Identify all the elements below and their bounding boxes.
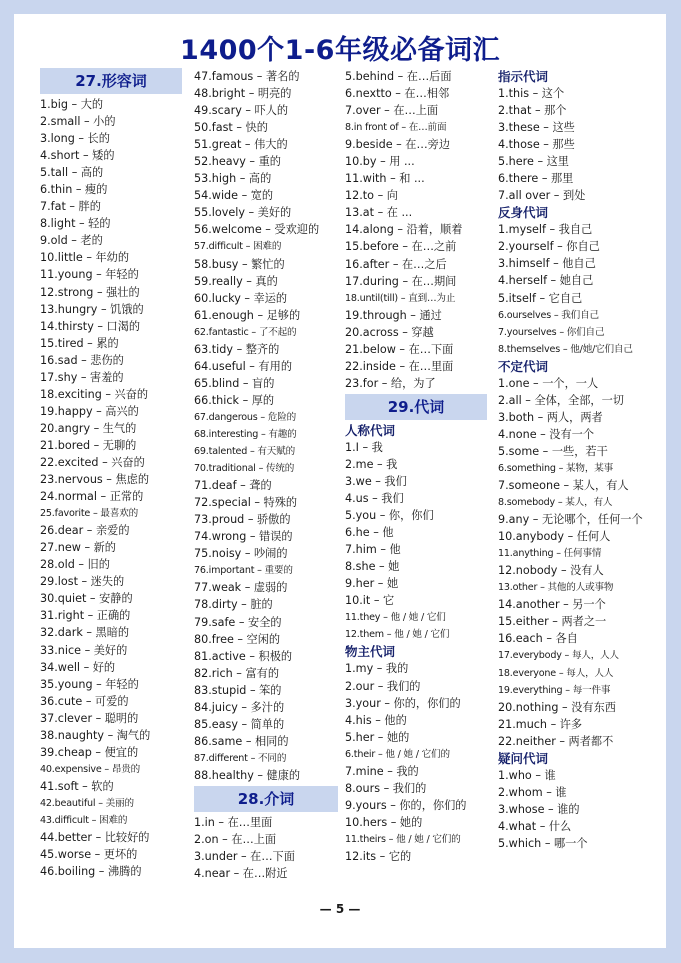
vocab-item: 11.anything – 任何事情 — [498, 548, 602, 560]
vocab-item: 27.new – 新的 — [40, 541, 116, 555]
vocab-item: 80.free – 空闲的 — [194, 632, 281, 646]
vocab-item: 13.other – 其他的人或事物 — [498, 582, 614, 594]
vocab-item: 25.favorite – 最喜欢的 — [40, 508, 139, 520]
vocab-item: 14.thirsty – 口渴的 — [40, 319, 141, 333]
vocab-item: 9.her – 她 — [345, 577, 399, 591]
vocab-item: 3.your – 你的，你们的 — [345, 696, 461, 710]
vocab-item: 5.tall – 高的 — [40, 166, 104, 180]
page-title: 1400个1-6年级必备词汇 — [180, 35, 500, 66]
column-3 — [345, 68, 495, 865]
vocab-item: 62.fantastic – 了不起的 — [194, 326, 297, 338]
vocab-item: 70.traditional – 传统的 — [194, 463, 295, 475]
vocab-item: 16.after – 在…之后 — [345, 257, 447, 271]
vocab-item: 47.famous – 著名的 — [194, 70, 300, 83]
subheading-reflexive-pronouns: 反身代词 — [498, 205, 549, 221]
subheading-indefinite-pronouns: 不定代词 — [498, 358, 549, 374]
vocab-item: 49.scary – 吓人的 — [194, 104, 289, 118]
vocab-item: 12.its – 它的 — [345, 849, 412, 863]
vocab-item: 60.lucky – 幸运的 — [194, 291, 288, 305]
vocab-item: 50.fast – 快的 — [194, 121, 268, 135]
vocab-item: 16.each – 各自 — [498, 632, 578, 646]
vocab-item: 10.it – 它 — [345, 594, 395, 608]
section-heading-adjectives: 27.形容词 — [40, 68, 182, 94]
vocab-item: 31.right – 正确的 — [40, 609, 131, 623]
vocab-item: 17.everybody – 每人，人人 — [498, 650, 619, 662]
vocab-item: 20.nothing – 没有东西 — [498, 700, 616, 714]
vocab-item: 30.quiet – 安静的 — [40, 592, 133, 606]
vocab-item: 8.in front of – 在…前面 — [345, 122, 447, 134]
adjective-list — [40, 96, 190, 880]
vocab-item: 19.happy – 高兴的 — [40, 404, 139, 418]
vocab-item: 76.important – 重要的 — [194, 565, 293, 577]
vocab-item: 40.expensive – 昂贵的 — [40, 763, 141, 775]
vocab-item: 74.wrong – 错误的 — [194, 530, 293, 544]
vocab-item: 7.fat – 胖的 — [40, 200, 101, 214]
vocab-item: 2.on – 在…上面 — [194, 833, 277, 847]
vocab-item: 69.talented – 有天赋的 — [194, 446, 295, 458]
vocab-item: 17.during – 在…期间 — [345, 274, 457, 288]
vocab-item: 83.stupid – 笨的 — [194, 683, 282, 697]
vocab-item: 5.behind – 在…后面 — [345, 70, 452, 83]
vocab-item: 5.her – 她的 — [345, 730, 410, 744]
vocab-item: 48.bright – 明亮的 — [194, 87, 292, 101]
adjective-list-continued — [194, 68, 346, 784]
vocab-item: 73.proud – 骄傲的 — [194, 513, 291, 527]
vocab-item: 17.shy – 害羞的 — [40, 370, 124, 384]
vocab-item: 6.thin – 瘦的 — [40, 183, 108, 197]
personal-pronoun-list — [345, 439, 495, 644]
vocab-item: 8.she – 她 — [345, 560, 400, 574]
vocab-item: 23.nervous – 焦虑的 — [40, 473, 150, 487]
vocab-item: 10.little – 年幼的 — [40, 251, 130, 265]
vocab-item: 77.weak – 虚弱的 — [194, 581, 288, 595]
vocab-item: 51.great – 伟大的 — [194, 138, 288, 152]
vocab-item: 7.over – 在…上面 — [345, 104, 439, 118]
vocab-item: 11.young – 年轻的 — [40, 268, 139, 282]
vocab-item: 44.better – 比较好的 — [40, 831, 150, 845]
vocab-item: 85.easy – 简单的 — [194, 717, 285, 731]
preposition-list-continued — [345, 68, 495, 392]
vocab-item: 52.heavy – 重的 — [194, 155, 281, 169]
vocab-item: 23.for – 给，为了 — [345, 376, 436, 390]
vocab-item: 6.their – 他 / 她 / 它们的 — [345, 748, 450, 760]
vocab-item: 21.bored – 无聊的 — [40, 438, 137, 452]
vocab-item: 3.long – 长的 — [40, 132, 110, 146]
vocab-item: 4.none – 没有一个 — [498, 427, 595, 441]
vocab-item: 36.cute – 可爱的 — [40, 694, 129, 708]
vocab-item: 18.everyone – 每人，人人 — [498, 667, 614, 679]
vocab-item: 7.yourselves – 你们自己 — [498, 326, 605, 338]
vocab-item: 38.naughty – 淘气的 — [40, 728, 151, 742]
vocab-item: 6.nextto – 在…相邻 — [345, 87, 450, 101]
subheading-interrogative-pronouns: 疑问代词 — [498, 750, 549, 766]
vocab-item: 22.excited – 兴奋的 — [40, 455, 145, 469]
vocab-item: 66.thick – 厚的 — [194, 393, 275, 407]
vocab-item: 5.some – 一些，若干 — [498, 444, 608, 458]
vocab-item: 13.hungry – 饥饿的 — [40, 302, 144, 316]
indefinite-pronoun-list — [498, 375, 658, 750]
vocab-item: 29.lost – 迷失的 — [40, 575, 125, 589]
vocab-item: 5.here – 这里 — [498, 155, 569, 169]
vocab-item: 63.tidy – 整齐的 — [194, 342, 280, 356]
vocab-item: 65.blind – 盲的 — [194, 376, 275, 390]
vocab-item: 34.well – 好的 — [40, 660, 116, 674]
vocab-item: 2.whom – 谁 — [498, 785, 567, 799]
vocab-item: 1.this – 这个 — [498, 87, 565, 100]
vocab-item: 7.mine – 我的 — [345, 764, 419, 778]
vocab-item: 19.through – 通过 — [345, 308, 442, 322]
vocab-item: 20.across – 穿越 — [345, 325, 434, 339]
vocabulary-sheet — [14, 14, 666, 948]
vocab-item: 35.young – 年轻的 — [40, 677, 139, 691]
vocab-item: 13.at – 在 ... — [345, 206, 413, 220]
vocab-item: 1.I – 我 — [345, 440, 383, 454]
vocab-item: 1.big – 大的 — [40, 98, 104, 111]
column-4 — [498, 68, 658, 852]
vocab-item: 1.myself – 我自己 — [498, 223, 593, 237]
vocab-item: 7.all over – 到处 — [498, 189, 586, 203]
vocab-item: 24.normal – 正常的 — [40, 490, 144, 504]
vocab-item: 46.boiling – 沸腾的 — [40, 865, 142, 879]
vocab-item: 2.me – 我 — [345, 457, 398, 471]
vocab-item: 22.inside – 在…里面 — [345, 359, 454, 373]
preposition-list — [194, 814, 346, 882]
vocab-item: 15.before – 在…之前 — [345, 240, 457, 254]
column-1 — [40, 68, 190, 880]
vocab-item: 72.special – 特殊的 — [194, 496, 298, 510]
vocab-item: 6.ourselves – 我们自己 — [498, 309, 599, 321]
vocab-item: 12.them – 他 / 她 / 它们 — [345, 629, 450, 641]
reflexive-pronoun-list — [498, 221, 658, 357]
vocab-item: 87.different – 不同的 — [194, 752, 287, 764]
vocab-item: 71.deaf – 聋的 — [194, 479, 272, 493]
subheading-demonstrative-pronouns: 指示代词 — [498, 69, 549, 84]
vocab-item: 11.theirs – 他 / 她 / 它们的 — [345, 833, 461, 845]
vocab-item: 56.welcome – 受欢迎的 — [194, 223, 320, 237]
vocab-item: 2.all – 全体，全部，一切 — [498, 393, 624, 407]
vocab-item: 3.these – 这些 — [498, 121, 575, 135]
vocab-item: 15.tired – 累的 — [40, 336, 119, 350]
vocab-item: 86.same – 相同的 — [194, 734, 289, 748]
vocab-item: 7.someone – 某人，有人 — [498, 478, 629, 492]
vocab-item: 4.short – 矮的 — [40, 149, 115, 163]
vocab-item: 1.in – 在…里面 — [194, 815, 273, 829]
vocab-item: 68.interesting – 有趣的 — [194, 428, 297, 440]
vocab-item: 21.below – 在…下面 — [345, 342, 454, 356]
vocab-item: 10.anybody – 任何人 — [498, 530, 611, 544]
vocab-item: 8.somebody – 某人，有人 — [498, 497, 613, 509]
vocab-item: 12.nobody – 没有人 — [498, 564, 604, 578]
demonstrative-pronoun-list — [498, 85, 658, 204]
vocab-item: 42.beautiful – 美丽的 — [40, 797, 134, 809]
vocab-item: 3.under – 在…下面 — [194, 850, 295, 864]
vocab-item: 88.healthy – 健康的 — [194, 768, 301, 782]
vocab-item: 7.him – 他 — [345, 543, 401, 557]
vocab-item: 1.one – 一个，一人 — [498, 376, 599, 390]
vocab-item: 41.soft – 软的 — [40, 779, 114, 793]
vocab-item: 5.itself – 它自己 — [498, 291, 583, 305]
vocab-item: 14.another – 另一个 — [498, 598, 606, 612]
vocab-item: 26.dear – 亲爱的 — [40, 524, 130, 538]
column-2 — [194, 68, 346, 882]
possessive-pronoun-list — [345, 660, 495, 865]
vocab-item: 15.either – 两者之一 — [498, 615, 607, 629]
vocab-item: 9.any – 无论哪个，任何一个 — [498, 513, 643, 527]
vocab-item: 79.safe – 安全的 — [194, 615, 282, 629]
vocab-item: 8.ours – 我们的 — [345, 781, 427, 795]
subheading-possessive-pronouns: 物主代词 — [345, 644, 396, 660]
vocab-item: 67.dangerous – 危险的 — [194, 411, 297, 423]
vocab-item: 64.useful – 有用的 — [194, 359, 293, 373]
vocab-item: 22.neither – 两者都不 — [498, 734, 614, 748]
vocab-item: 59.really – 真的 — [194, 274, 278, 288]
vocab-item: 12.to – 向 — [345, 189, 398, 203]
vocab-item: 78.dirty – 脏的 — [194, 598, 273, 612]
vocab-item: 1.who – 谁 — [498, 768, 556, 782]
section-heading-prepositions: 28.介词 — [194, 786, 338, 812]
vocab-item: 33.nice – 美好的 — [40, 643, 128, 657]
vocab-item: 4.near – 在…附近 — [194, 867, 288, 881]
vocab-item: 55.lovely – 美好的 — [194, 206, 292, 220]
vocab-item: 4.what – 什么 — [498, 819, 572, 833]
vocab-item: 11.with – 和 ... — [345, 172, 425, 186]
vocab-item: 81.active – 积极的 — [194, 649, 293, 663]
vocab-item: 18.exciting – 兴奋的 — [40, 387, 149, 401]
vocab-item: 6.he – 他 — [345, 526, 394, 540]
vocab-item: 2.small – 小的 — [40, 115, 116, 129]
vocab-item: 10.hers – 她的 — [345, 815, 423, 829]
vocab-item: 2.yourself – 你自己 — [498, 240, 600, 254]
vocab-item: 3.whose – 谁的 — [498, 802, 580, 816]
vocab-item: 6.there – 那里 — [498, 172, 574, 186]
vocab-item: 1.my – 我的 — [345, 662, 409, 676]
vocab-item: 57.difficult – 困难的 — [194, 241, 282, 253]
vocab-item: 21.much – 许多 — [498, 717, 583, 731]
vocab-item: 6.something – 某物，某事 — [498, 462, 614, 474]
vocab-item: 82.rich – 富有的 — [194, 666, 280, 680]
vocab-item: 54.wide – 宽的 — [194, 189, 274, 203]
vocab-item: 45.worse – 更坏的 — [40, 848, 138, 862]
vocab-item: 9.old – 老的 — [40, 234, 103, 248]
vocab-item: 84.juicy – 多汁的 — [194, 700, 285, 714]
interrogative-pronoun-list — [498, 767, 658, 852]
vocab-item: 5.you – 你，你们 — [345, 509, 434, 523]
vocab-item: 4.herself – 她自己 — [498, 274, 594, 288]
vocab-item: 61.enough – 足够的 — [194, 308, 301, 322]
vocab-item: 32.dark – 黑暗的 — [40, 626, 130, 640]
vocab-item: 5.which – 哪一个 — [498, 836, 588, 850]
vocab-item: 53.high – 高的 — [194, 172, 272, 186]
vocab-item: 75.noisy – 吵闹的 — [194, 547, 288, 561]
vocab-item: 11.they – 他 / 她 / 它们 — [345, 612, 446, 624]
vocab-item: 39.cheap – 便宜的 — [40, 745, 139, 759]
vocab-item: 2.that – 那个 — [498, 104, 567, 118]
vocab-item: 9.beside – 在…旁边 — [345, 138, 451, 152]
vocab-item: 20.angry – 生气的 — [40, 421, 137, 435]
vocab-item: 4.us – 我们 — [345, 492, 404, 506]
vocab-item: 3.himself – 他自己 — [498, 257, 596, 271]
vocab-item: 16.sad – 悲伤的 — [40, 353, 124, 367]
vocab-item: 14.along – 沿着，顺着 — [345, 223, 463, 237]
page-number: — 5 — — [319, 902, 361, 916]
vocab-item: 58.busy – 繁忙的 — [194, 257, 285, 271]
vocab-item: 3.both – 两人，两者 — [498, 410, 603, 424]
vocab-item: 8.themselves – 他/她/它们自己 — [498, 343, 633, 355]
vocab-item: 3.we – 我们 — [345, 474, 407, 488]
vocab-item: 19.everything – 每一件事 — [498, 684, 611, 696]
vocab-item: 43.difficult – 困难的 — [40, 814, 128, 826]
section-heading-pronouns: 29.代词 — [345, 394, 487, 420]
vocab-item: 12.strong – 强壮的 — [40, 285, 140, 299]
vocab-item: 4.his – 他的 — [345, 713, 407, 727]
vocab-item: 18.until(till) – 直到…为止 — [345, 292, 456, 304]
subheading-personal-pronouns: 人称代词 — [345, 422, 396, 438]
vocab-item: 4.those – 那些 — [498, 138, 575, 152]
vocab-item: 10.by – 用 ... — [345, 155, 415, 169]
vocab-item: 2.our – 我们的 — [345, 679, 421, 693]
vocab-item: 28.old – 旧的 — [40, 558, 110, 572]
vocab-item: 9.yours – 你的，你们的 — [345, 798, 467, 812]
vocab-item: 37.clever – 聪明的 — [40, 711, 139, 725]
vocab-item: 8.light – 轻的 — [40, 217, 111, 231]
